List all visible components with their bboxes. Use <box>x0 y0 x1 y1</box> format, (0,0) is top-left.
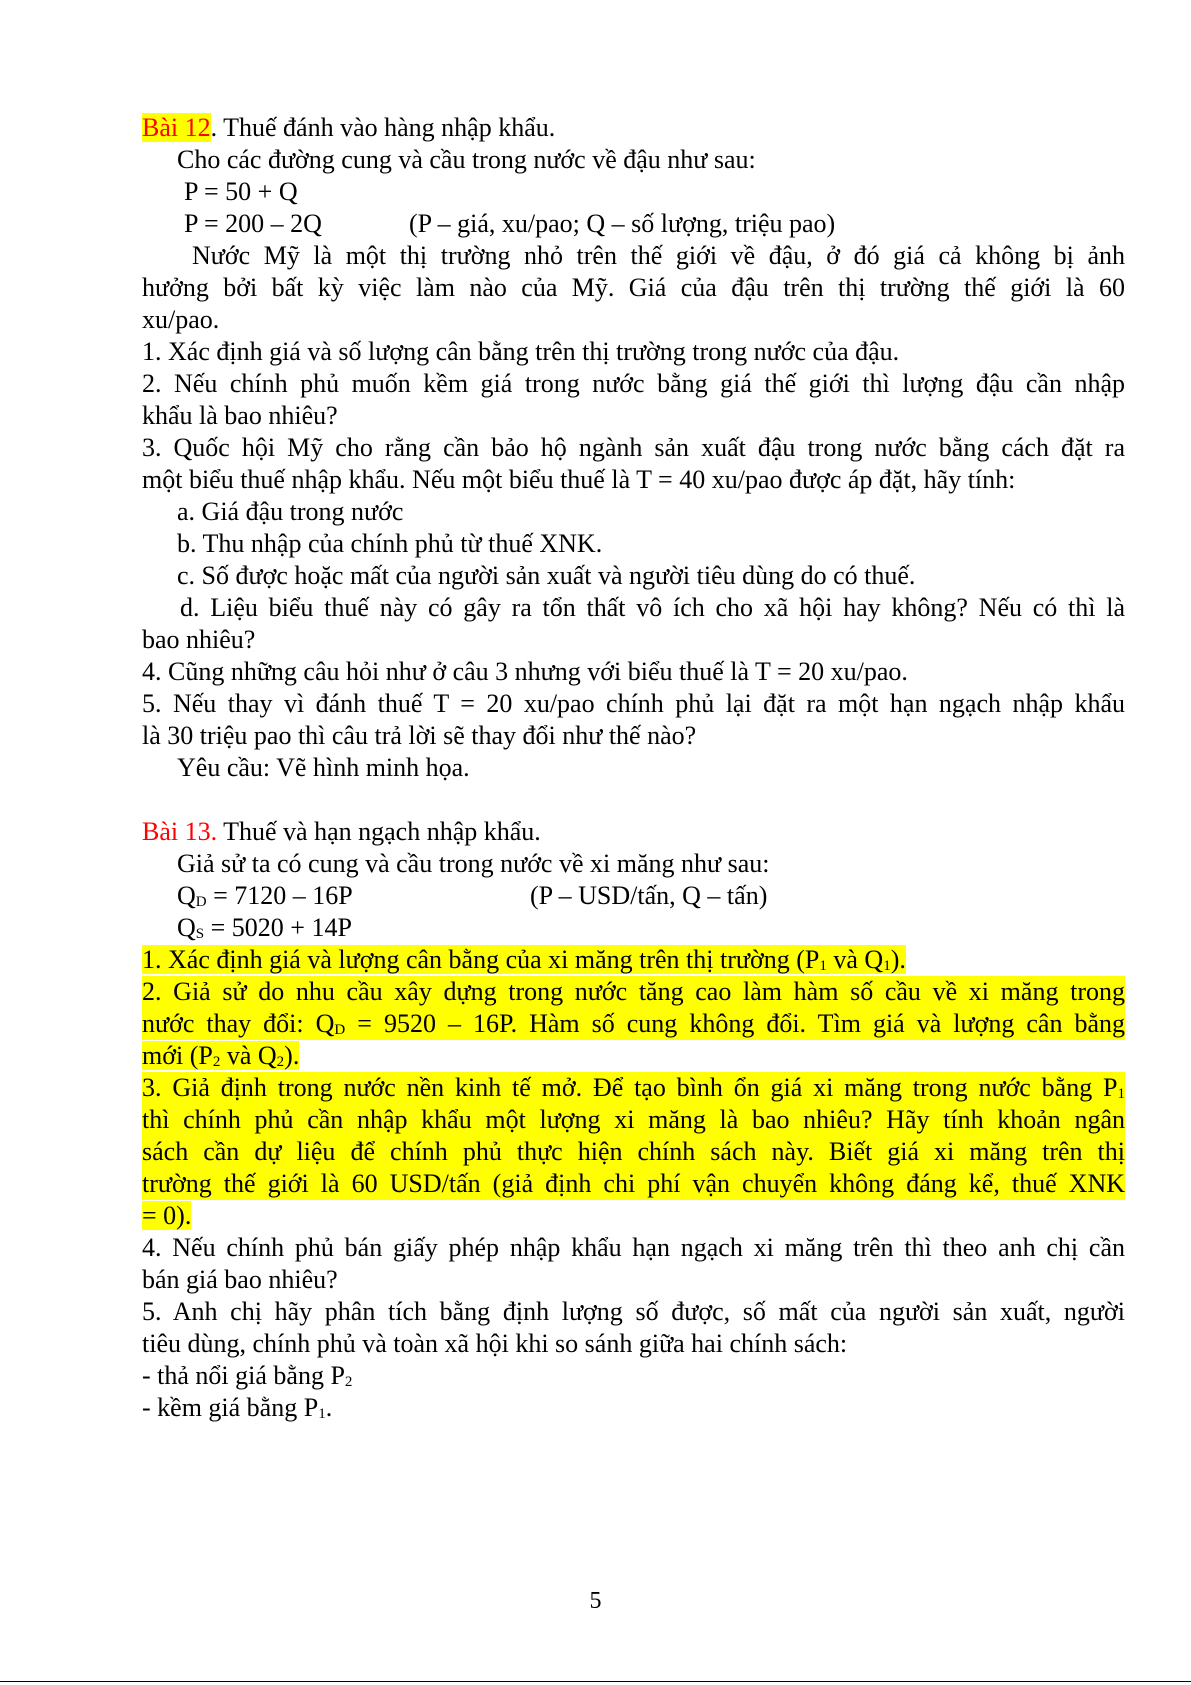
bai12-paragraph-line: xu/pao. <box>142 305 220 334</box>
bai13-question-3: 3. Giả định trong nước nền kinh tế mở. Để tạo bình ổn giá xi măng trong nước bằng $P_1$ <box>142 1073 1125 1102</box>
page-number: 5 <box>589 1588 602 1614</box>
bai13-question-5: 5. Anh chị hãy phân tích bằng định lượng số được, số mất của người sản xuất, người <box>142 1297 1125 1326</box>
bai12-question-2-cont: khẩu là bao nhiêu? <box>142 401 338 430</box>
bai13-question-3-end: = 0). <box>142 1201 192 1230</box>
bai12-eq-demand-note: (P – giá, xu/pao; Q – số lượng, triệu pao) <box>409 209 836 238</box>
bai13-question-2-cont: nước thay đổi: $Q_D = 9520 - 16P$. Hàm số cung không đổi. Tìm giá và lượng cân bằng <box>142 1009 1125 1038</box>
bai13-question-2: 2. Giả sử do nhu cầu xây dựng trong nước tăng cao làm hàm số cầu về xi măng trong <box>142 977 1125 1006</box>
bai13-eq-supply <box>142 912 1125 944</box>
bai12-title <box>142 112 1125 144</box>
bai13-question-4-cont: bán giá bao nhiêu? <box>142 1265 338 1294</box>
qd-expression: = 7120 – 16P <box>206 881 353 910</box>
bai12-question-3-cont: một biểu thuế nhập khẩu. Nếu một biểu thuế là T = 40 xu/pao được áp đặt, hãy tính: <box>142 465 1016 494</box>
bai12-eq-demand <box>142 208 1125 240</box>
bai13-eq-demand-note: (P – USD/tấn, Q – tấn) <box>530 881 768 910</box>
bai13-question-4: 4. Nếu chính phủ bán giấy phép nhập khẩu hạn ngạch xi măng trên thì theo anh chị cần <box>142 1233 1125 1262</box>
bai12-intro: Cho các đường cung và cầu trong nước về đậu như sau: <box>177 145 756 174</box>
bai12-title-text: . Thuế đánh vào hàng nhập khẩu. <box>210 113 556 142</box>
bai12-question-3d: d. Liệu biểu thuế này có gây ra tổn thất vô ích cho xã hội hay không? Nếu có thì là <box>180 593 1125 622</box>
qs-expression: = 5020 + 14P <box>204 913 352 942</box>
bai12-question-3: 3. Quốc hội Mỹ cho rằng cần bảo hộ ngành sản xuất đậu trong nước bằng cách đặt ra <box>142 433 1125 462</box>
bai12-paragraph-line: Nước Mỹ là một thị trường nhỏ trên thế giới về đậu, ở đó giá cả không bị ảnh <box>192 241 1125 270</box>
bai13-question-1 <box>142 944 1125 976</box>
bai12-question-5: 5. Nếu thay vì đánh thuế T = 20 xu/pao chính phủ lại đặt ra một hạn ngạch nhập khẩu <box>142 689 1125 718</box>
bai13-question-3-cont: sách cần dự liệu để chính phủ thực hiện chính sách này. Biết giá xi măng trên thị <box>142 1137 1125 1166</box>
bai13-question-5-cont: tiêu dùng, chính phủ và toàn xã hội khi so sánh giữa hai chính sách: <box>142 1329 848 1358</box>
section-spacer <box>142 784 1125 816</box>
bai12-question-3b: b. Thu nhập của chính phủ từ thuế XNK. <box>177 529 603 558</box>
bai12-paragraph-line: hưởng bởi bất kỳ việc làm nào của Mỹ. Giá của đậu trên thị trường thế giới là 60 <box>142 273 1125 302</box>
bai13-intro: Giả sử ta có cung và cầu trong nước về xi măng như sau: <box>177 849 770 878</box>
bai13-question-3-cont: trường thế giới là 60 USD/tấn (giả định chi phí vận chuyển không đáng kể, thuế XNK <box>142 1169 1125 1198</box>
bai12-question-2: 2. Nếu chính phủ muốn kềm giá trong nước bằng giá thế giới thì lượng đậu cần nhập <box>142 369 1125 398</box>
bai13-title-number: Bài 13. <box>142 817 218 846</box>
bai13-question-3-cont: thì chính phủ cần nhập khẩu một lượng xi măng là bao nhiêu? Hãy tính khoản ngân <box>142 1105 1125 1134</box>
bai13-title-text: Thuế và hạn ngạch nhập khẩu. <box>217 817 541 846</box>
bai12-question-5-cont: là 30 triệu pao thì câu trả lời sẽ thay đổi như thế nào? <box>142 721 697 750</box>
bai13-option-float: - thả nổi giá bằng $P_2$ <box>142 1361 353 1390</box>
bai12-eq-demand-formula: P = 200 – 2Q <box>184 209 322 238</box>
qs-subscript: S <box>195 926 205 942</box>
bai12-requirement: Yêu cầu: Vẽ hình minh họa. <box>177 753 470 782</box>
bai12-question-1: 1. Xác định giá và số lượng cân bằng trên thị trường trong nước của đậu. <box>142 337 900 366</box>
bai12-eq-supply: P = 50 + Q <box>184 177 298 206</box>
bai13-question-1-text: 1. Xác định giá và lượng cân bằng của xi măng trên thị trường ($P_1$ và $Q_1$). <box>142 945 906 974</box>
qd-symbol: Q <box>177 881 196 910</box>
bai13-title <box>142 816 1125 848</box>
bai13-option-cap: - kềm giá bằng $P_1$. <box>142 1393 333 1422</box>
page-content <box>142 112 1125 1424</box>
bai12-question-3c: c. Số được hoặc mất của người sản xuất và người tiêu dùng do có thuế. <box>177 561 916 590</box>
bai12-question-4: 4. Cũng những câu hỏi như ở câu 3 nhưng với biểu thuế là T = 20 xu/pao. <box>142 657 908 686</box>
bai12-question-3d-cont: bao nhiêu? <box>142 625 256 654</box>
qd-subscript: D <box>195 894 207 910</box>
bai13-eq-demand <box>142 880 1125 912</box>
bai12-title-number: Bài 12 <box>142 113 211 142</box>
bottom-divider <box>0 1681 1191 1682</box>
bai12-question-3a: a. Giá đậu trong nước <box>177 497 404 526</box>
bai13-question-2-end: mới ($P_2$ và $Q_2$). <box>142 1041 300 1070</box>
qs-symbol: Q <box>177 913 196 942</box>
bai13-eq-demand-formula <box>177 880 530 912</box>
